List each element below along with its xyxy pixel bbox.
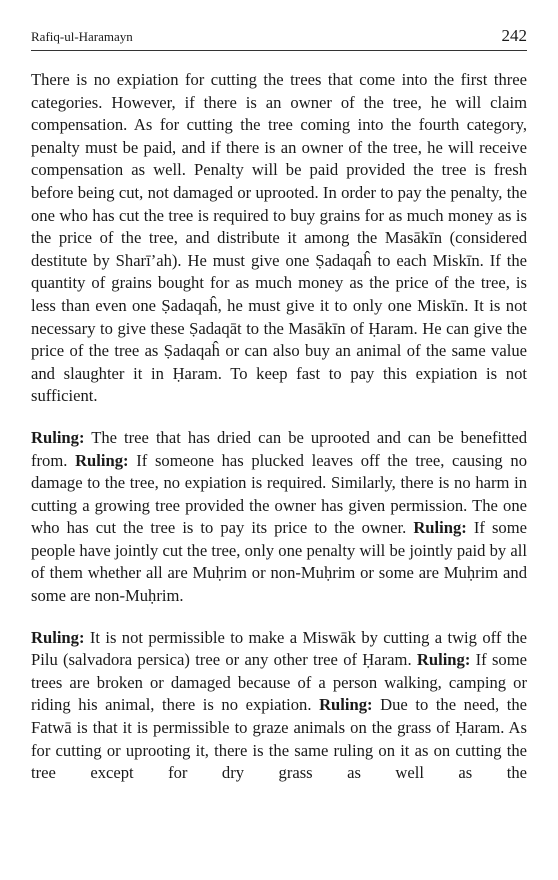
text-span: The tree that has dried can be uprooted and can be benefitted from. [31,427,527,470]
text-span: It is not permissible to make a Miswāk by cutting a twig off the Pilu (salvadora persica) tree or any other tree of Ḥaram. [31,627,527,670]
paragraph-expiation [31,69,527,408]
text-span: If some people have jointly cut the tree, only one penalty will be jointly paid by all of them whether all are Muḥrim or non-Muḥrim or some are Muḥrim and some are non-Muḥrim. [31,518,527,606]
text-span: There is no expiation for cutting the trees that come into the first three categories. However, if there is an owner of the tree, he will claim compensation. As for cutting the tree coming into the fourth category, penalty must be paid, and if there is an owner of the tree, he will receive compensation as well. Penalty will be paid provided the tree is fresh before being cut, not damaged or uprooted. In order to pay the penalty, the one who has cut the tree is required to buy grains for as much money as is the price of the tree, and distribute it among the Masākīn (considered destitute by Sharī’ah). He must give one Ṣadaqaĥ to each Miskīn. If the quantity of grains bought for as much money as the price of the tree, is less than even one Ṣadaqaĥ, he must give it to only one Miskīn. It is not necessary to give these Ṣadaqāt to the Masākīn of Ḥaram. He can give the price of the tree as Ṣadaqaĥ or can also buy an animal of the same value and slaughter it in Ḥaram. To keep fast to pay this expiation is not sufficient. [31,70,527,406]
page-header [31,22,527,51]
text-span: If some trees are broken or damaged because of a person walking, camping or riding his animal, there is no expiation. [31,650,527,715]
running-title: Rafiq-ul-Haramayn [31,29,133,44]
paragraph-rulings-dried-tree [31,427,527,608]
ruling-label: Ruling: [416,650,471,670]
text-span: Due to the need, the Fatwā is that it is permissible to graze animals on the grass of Ḥaram. As for cutting or uprooting it, there is the same ruling on it as on cutting the tree except for dry grass as well as the [31,695,527,783]
page-body [31,69,527,785]
ruling-label: Ruling: [319,695,373,715]
ruling-label: Ruling: [413,518,467,538]
ruling-label: Ruling: [75,450,129,470]
text-span: If someone has plucked leaves off the tree, causing no damage to the tree, no expiation is required. Similarly, there is no harm in cutting a growing tree provided the owner has given permission. The one who has cut the tree is to pay its price to the owner. [31,450,527,538]
page-number: 242 [501,26,527,45]
ruling-label: Ruling: [31,627,85,647]
ruling-label: Ruling: [31,427,85,447]
paragraph-rulings-miswak [31,627,527,785]
